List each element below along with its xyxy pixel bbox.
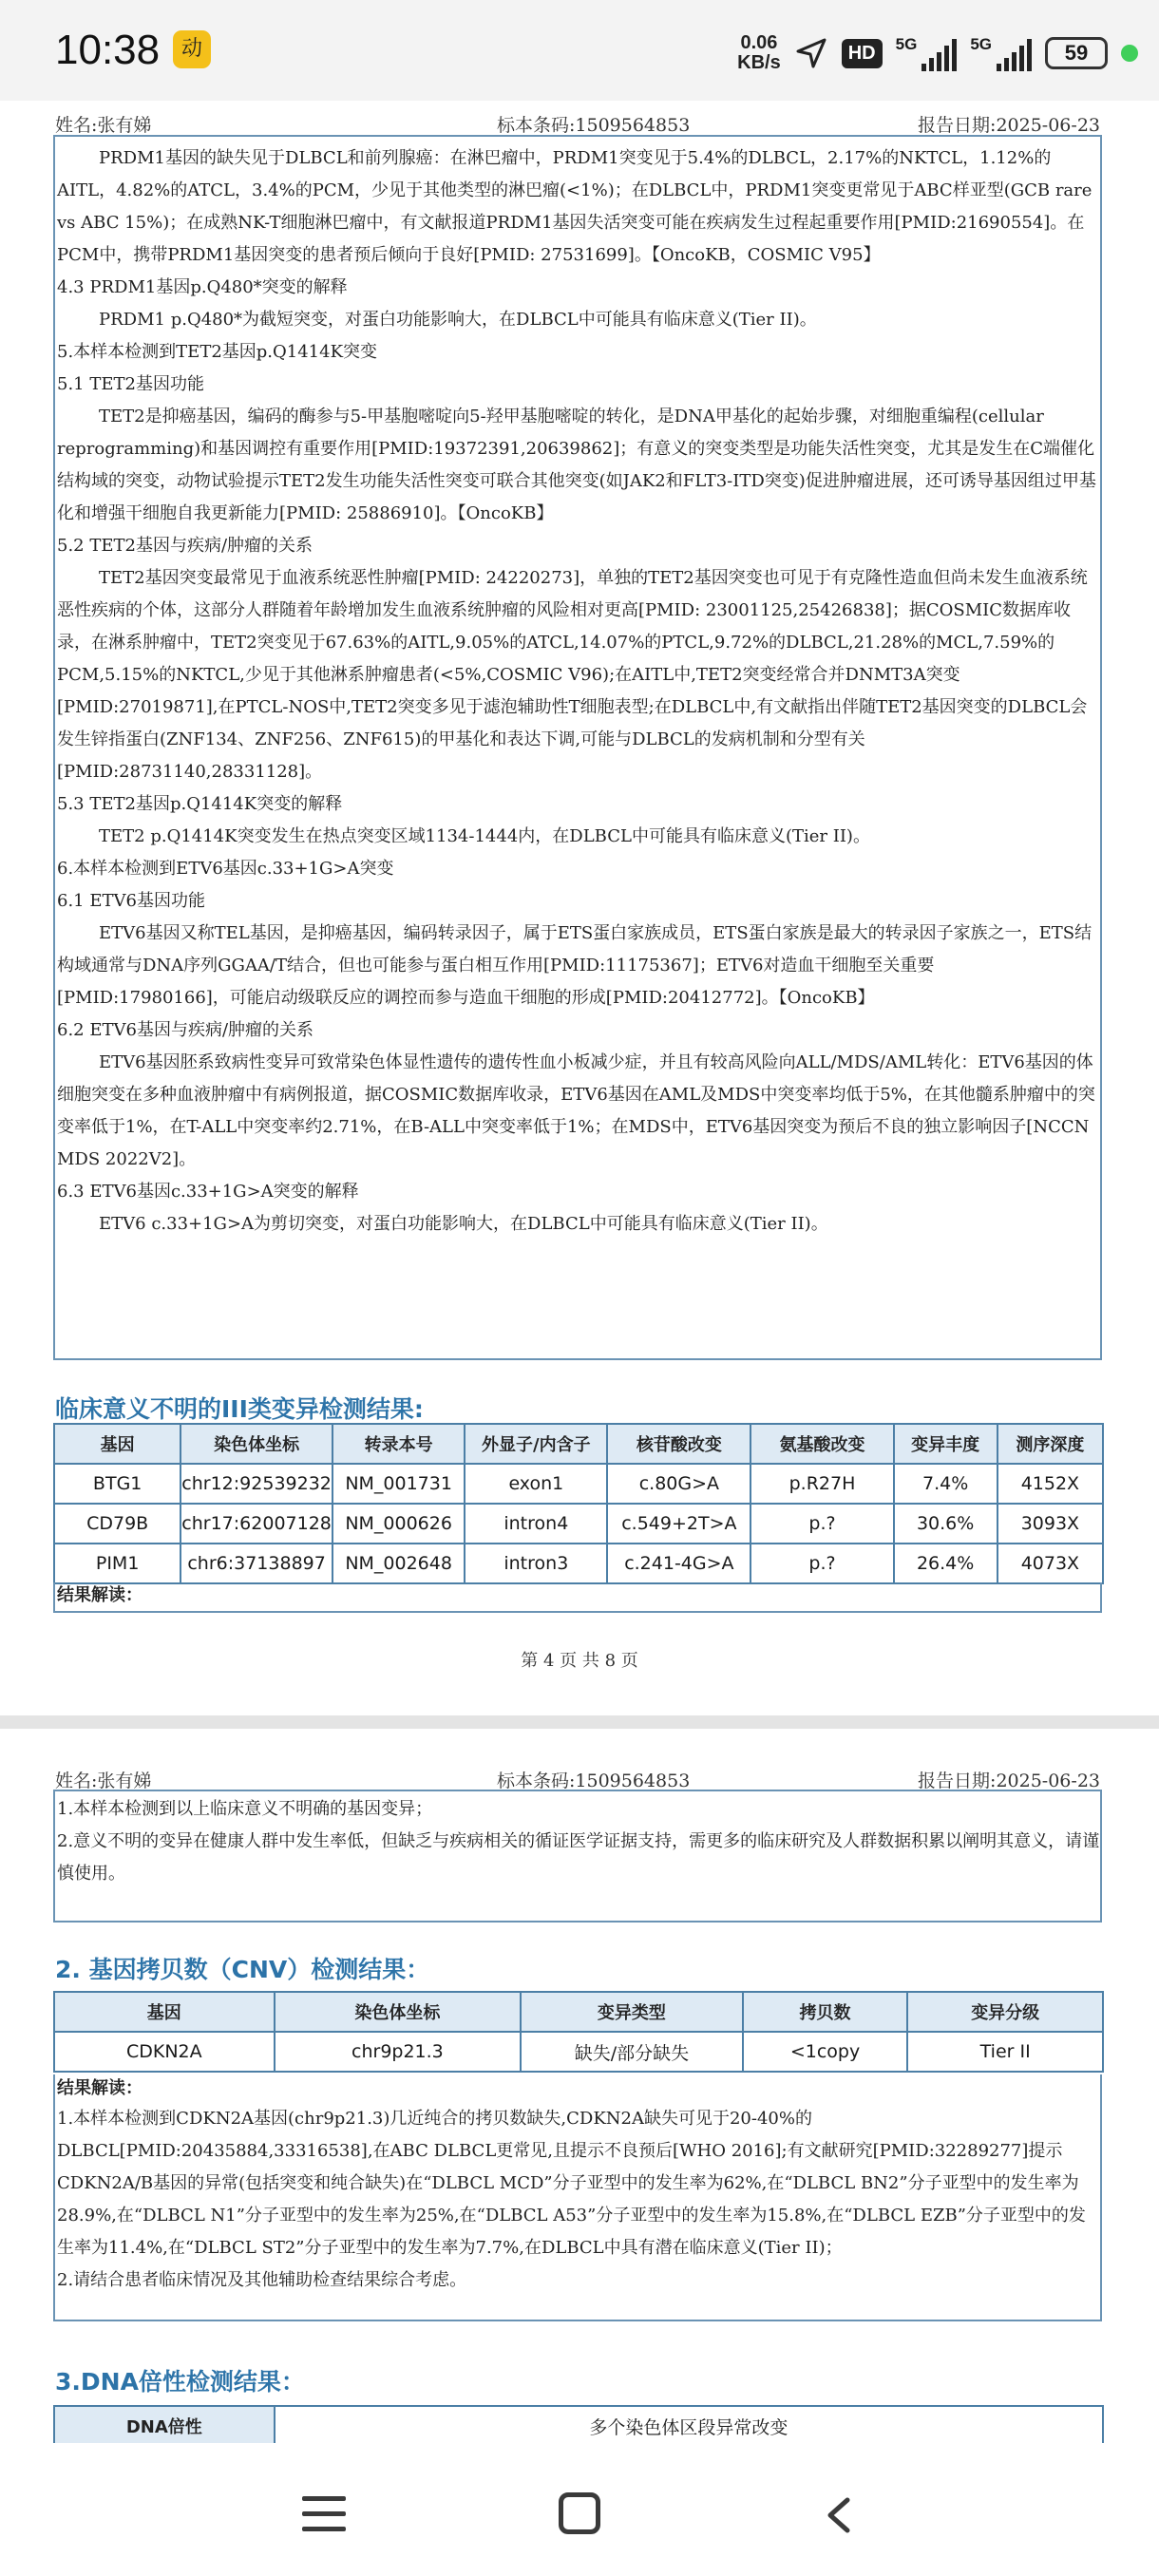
signal-icon-1 xyxy=(896,35,958,71)
report-date: 报告日期:2025-06-23 xyxy=(918,115,1100,136)
table-row xyxy=(54,1504,1103,1544)
report-paragraph: TET2是抑癌基因，编码的酶参与5-甲基胞嘧啶向5-羟甲基胞嘧啶的转化，是DNA甲基化的起始步骤，对细胞重编程(cellular reprogramming)和基因调控有重要作用[PMID:19372391,20639862]；有意义的突变类型是功能失活性突变，尤其是发生在C端催化结构域的突变，动物试验提示TET2发生功能失活性突变可联合其他突变(如JAK2和FLT3-ITD突变)促进肿瘤进展，还可诱导基因组过甲基化和增强干细胞自我更新能力[PMID: 25886910]。【OncoKB】 xyxy=(57,407,1096,523)
cnv-interp-item: 2.请结合患者临床情况及其他辅助检查结果综合考虑。 xyxy=(57,2270,467,2290)
table-cell: p.R27H xyxy=(750,1464,893,1504)
table-row xyxy=(54,1544,1103,1583)
report-paragraph: PRDM1基因的缺失见于DLBCL和前列腺癌：在淋巴瘤中，PRDM1突变见于5.4%的DLBCL，2.17%的NKTCL，1.12%的AITL，4.82%的ATCL，3.4%的PCM，少见于其他类型的淋巴瘤(<1%)；在DLBCL中，PRDM1突变更常见于ABC样亚型(GCB rare vs ABC 15%)；在成熟NK-T细胞淋巴瘤中，有文献报道PRDM1基因失活突变可能在疾病发生过程起重要作用[PMID:21690554]。在PCM中，携带PRDM1基因突变的患者预后倾向于良好[PMID: 27531699]。【OncoKB，COSMIC V95】 xyxy=(57,148,1092,265)
vus-table xyxy=(53,1423,1104,1584)
signal-label-2: 5G xyxy=(970,35,992,53)
report-page-5 xyxy=(0,1729,1159,2443)
location-arrow-icon xyxy=(794,36,828,70)
app-notification-icon: 动 xyxy=(173,30,211,68)
vus-interp-label: 结果解读： xyxy=(57,1585,142,1605)
dna-ploidy-label: DNA倍性 xyxy=(54,2406,275,2443)
gene-interpretation-box xyxy=(53,135,1102,1360)
status-time: 10:38 xyxy=(55,27,161,73)
table-cell: c.241-4G>A xyxy=(607,1544,750,1583)
note-item: 1.本样本检测到以上临床意义不明确的基因变异； xyxy=(57,1799,433,1819)
table-cell: PIM1 xyxy=(54,1544,180,1583)
signal-icon-2 xyxy=(970,35,1032,71)
active-dot-icon xyxy=(1121,45,1138,62)
table-cell: chr17:62007128 xyxy=(180,1504,332,1544)
table-cell: exon1 xyxy=(465,1464,607,1504)
dna-ploidy-table xyxy=(53,2405,1104,2443)
report-paragraph: TET2基因突变最常见于血液系统恶性肿瘤[PMID: 24220273]，单独的TET2基因突变也可见于有克隆性造血但尚未发生血液系统恶性疾病的个体，这部分人群随着年龄增加发生血液系统肿瘤的风险相对更高[PMID: 23001125,25426838]；据COSMIC数据库收录，在淋系肿瘤中，TET2突变见于67.63%的AITL,9.05%的ATCL,14.07%的PTCL,9.72%的DLBCL,21.28%的MCL,7.59%的PCM,5.15%的NKTCL,少见于其他淋系肿瘤患者(<5%,COSMIC V96);在AITL中,TET2突变经常合并DNMT3A突变[PMID:27019871],在PTCL-NOS中,TET2突变多见于滤泡辅助性T细胞表型;在DLBCL中,有文献指出伴随TET2基因突变的DLBCL会发生锌指蛋白(ZNF134、ZNF256、ZNF615)的甲基化和表达下调,可能与DLBCL的发病机制和分型有关[PMID:28731140,28331128]。 xyxy=(57,568,1088,782)
cnv-col-header: 基因 xyxy=(54,1992,275,2032)
report-paragraph: ETV6 c.33+1G>A为剪切突变，对蛋白功能影响大，在DLBCL中可能具有临床意义(Tier II)。 xyxy=(99,1214,828,1234)
sample-barcode: 标本条码:1509564853 xyxy=(497,115,691,136)
network-speed-unit: KB/s xyxy=(737,52,781,73)
cnv-interp-box xyxy=(53,2074,1102,2321)
table-cell: CDKN2A xyxy=(54,2032,275,2072)
status-indicators xyxy=(737,27,1138,80)
table-cell: 4152X xyxy=(998,1464,1103,1504)
battery-icon: 59 xyxy=(1045,37,1108,69)
patient-name: 姓名:张有娣 xyxy=(55,115,152,136)
cnv-col-header: 变异类型 xyxy=(521,1992,742,2032)
sample-barcode: 标本条码:1509564853 xyxy=(497,1771,691,1791)
report-paragraph: 6.1 ETV6基因功能 xyxy=(57,891,205,911)
back-button[interactable] xyxy=(821,2496,859,2534)
table-cell: 26.4% xyxy=(894,1544,998,1583)
report-page-4 xyxy=(0,101,1159,1715)
dna-ploidy-section-title: 3.DNA倍性检测结果： xyxy=(55,2368,305,2396)
report-paragraph: 5.本样本检测到TET2基因p.Q1414K突变 xyxy=(57,342,378,362)
network-speed-value: 0.06 xyxy=(740,32,778,53)
table-cell: intron4 xyxy=(465,1504,607,1544)
table-cell: p.? xyxy=(750,1504,893,1544)
report-paragraph: PRDM1 p.Q480*为截短突变，对蛋白功能影响大，在DLBCL中可能具有临床意义(Tier II)。 xyxy=(99,310,817,330)
report-paragraph: TET2 p.Q1414K突变发生在热点突变区域1134-1444内，在DLBCL中可能具有临床意义(Tier II)。 xyxy=(99,826,870,846)
table-cell: <1copy xyxy=(743,2032,908,2072)
table-cell: 7.4% xyxy=(894,1464,998,1504)
table-cell: 4073X xyxy=(998,1544,1103,1583)
table-row xyxy=(54,1464,1103,1504)
table-cell: BTG1 xyxy=(54,1464,180,1504)
table-cell: c.80G>A xyxy=(607,1464,750,1504)
report-paragraph: ETV6基因胚系致病性变异可致常染色体显性遗传的遗传性血小板减少症，并且有较高风险向ALL/MDS/AML转化：ETV6基因的体细胞突变在多种血液肿瘤中有病例报道，据COSMIC数据库收录，ETV6基因在AML及MDS中突变率均低于5%，在其他髓系肿瘤中的突变率低于1%，在T-ALL中突变率约2.71%，在B-ALL中突变率低于1%；在MDS中，ETV6基因突变为预后不良的独立影响因子[NCCN MDS 2022V2]。 xyxy=(57,1052,1095,1169)
vus-col-header: 氨基酸改变 xyxy=(750,1424,893,1464)
report-paragraph: 5.1 TET2基因功能 xyxy=(57,374,204,394)
cnv-col-header: 拷贝数 xyxy=(743,1992,908,2032)
cnv-table xyxy=(53,1991,1104,2073)
page-divider xyxy=(0,1715,1159,1729)
table-cell: chr9p21.3 xyxy=(275,2032,522,2072)
vus-interp-box xyxy=(53,1582,1102,1613)
table-cell: NM_002648 xyxy=(332,1544,465,1583)
network-speed xyxy=(737,33,781,73)
cnv-col-header: 变异分级 xyxy=(907,1992,1103,2032)
vus-col-header: 基因 xyxy=(54,1424,180,1464)
table-cell: Tier II xyxy=(907,2032,1103,2072)
table-cell: NM_001731 xyxy=(332,1464,465,1504)
vus-col-header: 测序深度 xyxy=(998,1424,1103,1464)
report-paragraph: ETV6基因又称TEL基因，是抑癌基因，编码转录因子，属于ETS蛋白家族成员，ETS蛋白家族是最大的转录因子家族之一，ETS结构域通常与DNA序列GGAA/T结合，但也可能参与蛋白相互作用[PMID:11175367]；ETV6对造血干细胞至关重要[PMID:17980166]，可能启动级联反应的调控而参与造血干细胞的形成[PMID:20412772]。【OncoKB】 xyxy=(57,923,1092,1008)
report-paragraph: 5.2 TET2基因与疾病/肿瘤的关系 xyxy=(57,536,314,556)
table-row xyxy=(54,2032,1103,2072)
cnv-interp-item: 1.本样本检测到CDKN2A基因(chr9p21.3)几近纯合的拷贝数缺失,CDKN2A缺失可见于20-40%的DLBCL[PMID:20435884,33316538],在ABC DLBCL更常见,且提示不良预后[WHO 2016];有文献研究[PMID:32289277]提示CDKN2A/B基因的异常(包括突变和纯合缺失)在“DLBCL MCD”分子亚型中的发生率为62%,在“DLBCL BN2”分子亚型中的发生率为28.9%,在“DLBCL N1”分子亚型中的发生率为25%,在“DLBCL A53”分子亚型中的发生率为15.8%,在“DLBCL EZB”分子亚型中的发生率为11.4%,在“DLBCL ST2”分子亚型中的发生率为7.7%,在DLBCL中具有潜在临床意义(Tier II)； xyxy=(57,2109,1086,2258)
vus-col-header: 染色体坐标 xyxy=(180,1424,332,1464)
report-paragraph: 6.2 ETV6基因与疾病/肿瘤的关系 xyxy=(57,1020,314,1040)
recent-apps-button[interactable] xyxy=(302,2496,346,2532)
vus-section-title: 临床意义不明的III类变异检测结果: xyxy=(55,1395,424,1423)
cnv-col-header: 染色体坐标 xyxy=(275,1992,522,2032)
table-cell: 30.6% xyxy=(894,1504,998,1544)
report-paragraph: 5.3 TET2基因p.Q1414K突变的解释 xyxy=(57,794,343,814)
note-item: 2.意义不明的变异在健康人群中发生率低，但缺乏与疾病相关的循证医学证据支持，需更多的临床研究及人群数据积累以阐明其意义，请谨慎使用。 xyxy=(57,1831,1100,1884)
home-button[interactable] xyxy=(559,2492,600,2534)
table-cell: 缺失/部分缺失 xyxy=(521,2032,742,2072)
cnv-table-header xyxy=(54,1992,1103,2032)
table-cell: intron3 xyxy=(465,1544,607,1583)
signal-label-1: 5G xyxy=(895,35,918,53)
table-cell: 3093X xyxy=(998,1504,1103,1544)
table-cell: NM_000626 xyxy=(332,1504,465,1544)
table-cell: p.? xyxy=(750,1544,893,1583)
system-nav-bar xyxy=(0,2443,1159,2576)
report-paragraph: 6.本样本检测到ETV6基因c.33+1G>A突变 xyxy=(57,859,394,879)
status-bar xyxy=(0,0,1159,101)
table-cell: CD79B xyxy=(54,1504,180,1544)
vus-col-header: 变异丰度 xyxy=(894,1424,998,1464)
cnv-section-title: 2. 基因拷贝数（CNV）检测结果： xyxy=(55,1956,430,1983)
report-paragraph: 6.3 ETV6基因c.33+1G>A突变的解释 xyxy=(57,1182,359,1202)
cnv-interp-label: 结果解读： xyxy=(57,2078,142,2098)
dna-ploidy-value: 多个染色体区段异常改变 xyxy=(275,2406,1103,2443)
vus-col-header: 转录本号 xyxy=(332,1424,465,1464)
page-number: 第 4 页 共 8 页 xyxy=(521,1651,638,1671)
hd-voice-icon: HD xyxy=(842,39,883,68)
report-paragraph: 4.3 PRDM1基因p.Q480*突变的解释 xyxy=(57,277,348,297)
table-cell: chr6:37138897 xyxy=(180,1544,332,1583)
table-cell: chr12:92539232 xyxy=(180,1464,332,1504)
patient-name: 姓名:张有娣 xyxy=(55,1771,152,1791)
vus-col-header: 外显子/内含子 xyxy=(465,1424,607,1464)
report-date: 报告日期:2025-06-23 xyxy=(918,1771,1100,1791)
vus-notes-box xyxy=(53,1790,1102,1923)
vus-table-header xyxy=(54,1424,1103,1464)
vus-col-header: 核苷酸改变 xyxy=(607,1424,750,1464)
table-cell: c.549+2T>A xyxy=(607,1504,750,1544)
